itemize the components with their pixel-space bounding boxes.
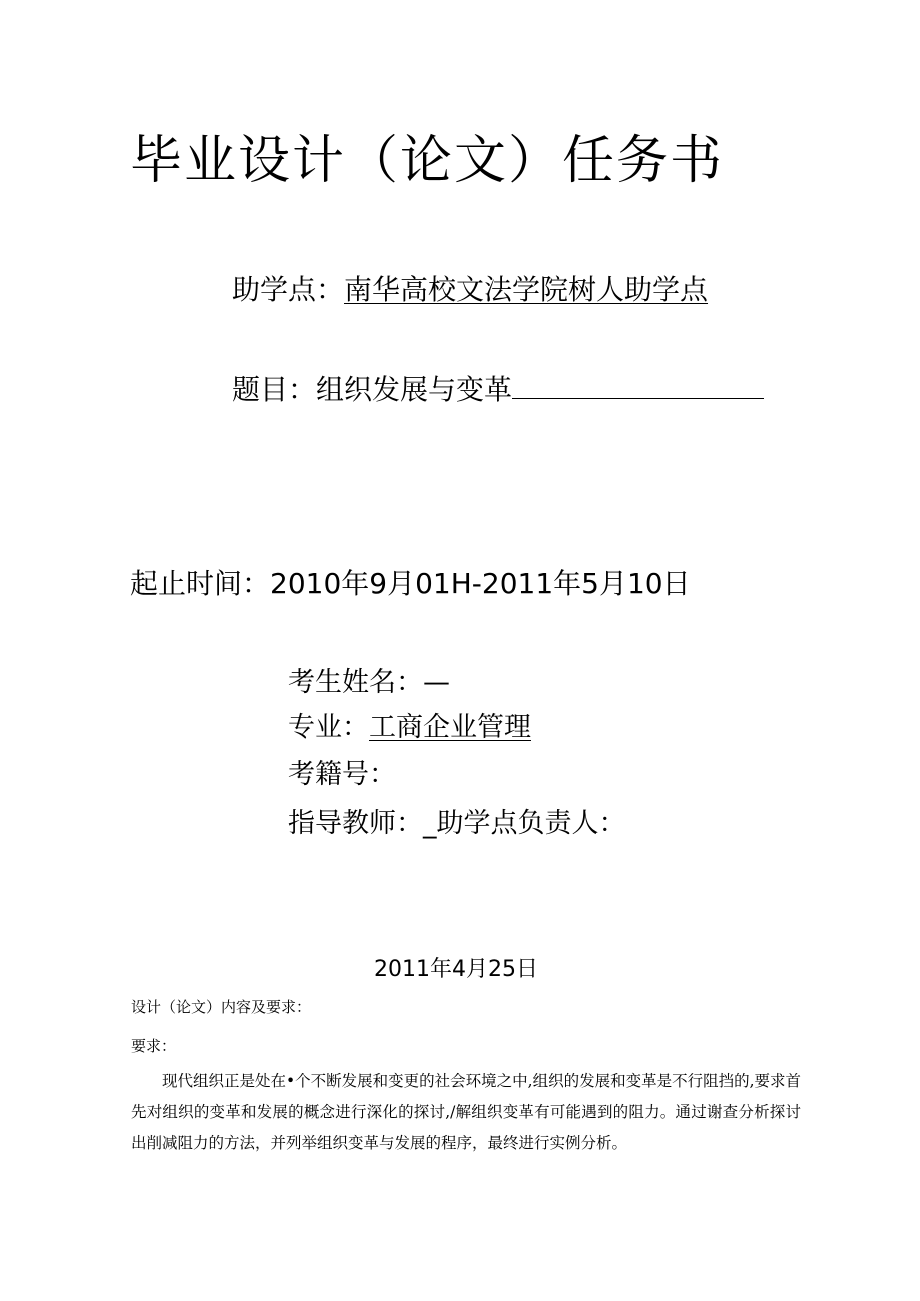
study-center-value: 南华高校文法学院树人助学点	[344, 273, 709, 306]
document-date: 2011年4月25日	[374, 957, 538, 982]
period-line	[130, 562, 691, 602]
exam-number-label: 考籍号：	[288, 759, 396, 790]
study-center-line	[232, 268, 708, 308]
topic-value: 组织发展与变革	[316, 373, 513, 406]
major-value: 工商企业管理	[369, 712, 531, 743]
study-center-label: 助学点：	[232, 273, 345, 306]
advisor-label: 指导教师：	[288, 808, 423, 839]
major-line	[288, 705, 531, 744]
center-head-label: 助学点负责人：	[436, 808, 626, 839]
document-title: 毕业设计（论文）任务书	[130, 131, 725, 191]
exam-number-line	[288, 752, 396, 791]
advisor-line	[288, 801, 626, 840]
period-label: 起止时间：	[130, 567, 271, 600]
content-requirements-label: 设计（论文）内容及要求：	[131, 998, 312, 1016]
topic-label: 题目：	[232, 373, 317, 406]
student-name-label: 考生姓名：	[288, 667, 423, 698]
requirements-paragraph: 现代组织正是处在•个不断发展和变更的社会环境之中,组织的发展和变革是不行阻挡的,要求首先对组织的变革和发展的概念进行深化的探讨,/解组织变革有可能遇到的阻力。通过谢查分析探讨出削减阻力的方法，并列举组织变革与发展的程序，最终进行实例分析。	[131, 1072, 801, 1152]
topic-underline-blank	[512, 397, 764, 399]
requirements-label: 要求：	[131, 1037, 177, 1055]
student-name-value: —	[423, 667, 450, 698]
major-label: 专业：	[288, 712, 369, 743]
period-value: 2010年9月01H-2011年5月10日	[270, 567, 691, 600]
advisor-separator: _	[423, 808, 437, 839]
topic-line	[232, 368, 764, 408]
student-name-line	[288, 660, 450, 699]
